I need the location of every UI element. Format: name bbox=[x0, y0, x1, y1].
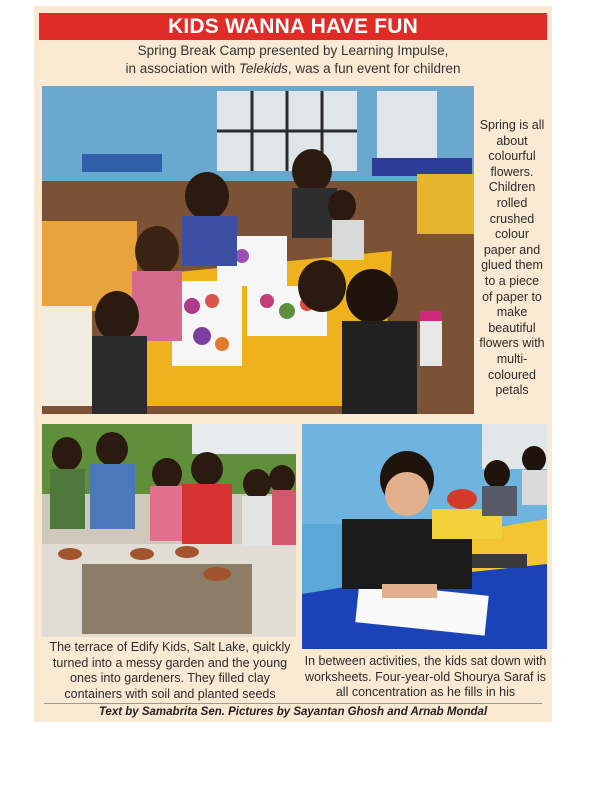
newspaper-page bbox=[34, 6, 552, 722]
garden-photo-caption: The terrace of Edify Kids, Salt Lake, quickly turned into a messy garden and the young ones into gardeners. They filled clay containers with soil and planted seeds bbox=[49, 640, 291, 701]
headline: KIDS WANNA HAVE FUN bbox=[39, 13, 547, 40]
garden-photo bbox=[42, 424, 296, 637]
main-photo-caption: Spring is all about colourful flowers. Children rolled crushed colour paper and glued them to a piece of paper to make beautiful flowers with multi-coloured petals bbox=[479, 118, 545, 398]
publication-name: Telekids bbox=[238, 61, 288, 76]
credit-divider bbox=[44, 703, 542, 704]
deck bbox=[44, 42, 542, 78]
deck-line-1: Spring Break Camp presented by Learning Impulse, bbox=[137, 43, 449, 58]
byline-credit: Text by Samabrita Sen. Pictures by Sayantan Ghosh and Arnab Mondal bbox=[98, 706, 488, 718]
worksheet-photo-caption: In between activities, the kids sat down with worksheets. Four-year-old Shourya Saraf is all concentration as he fills in his bbox=[304, 654, 547, 699]
deck-line-2: in association with Telekids, was a fun event for children bbox=[125, 61, 461, 76]
main-photo-kids-craft bbox=[42, 86, 474, 414]
worksheet-photo bbox=[302, 424, 547, 649]
